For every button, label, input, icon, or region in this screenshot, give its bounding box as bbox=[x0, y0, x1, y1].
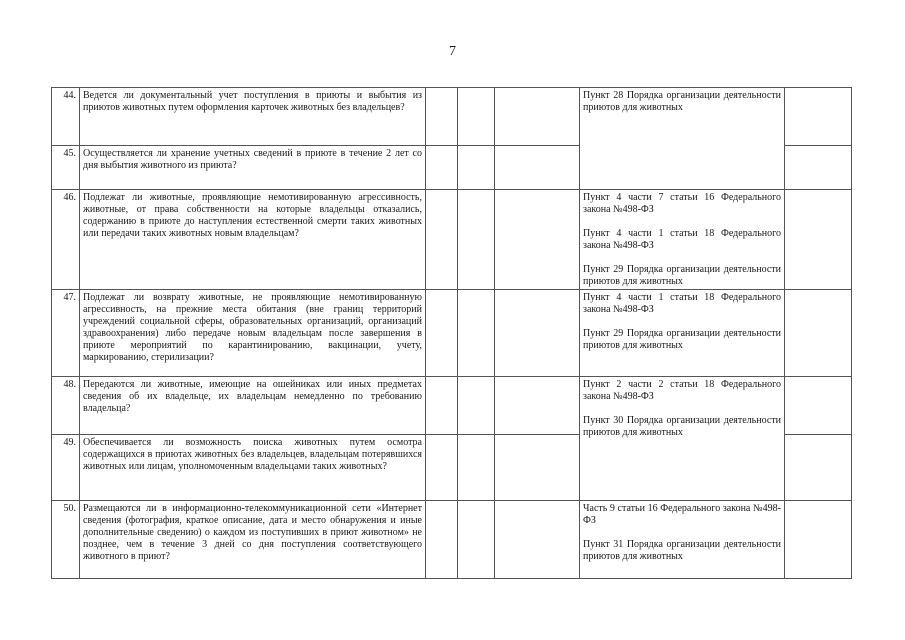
legal-reference bbox=[580, 377, 785, 501]
legal-reference bbox=[580, 88, 785, 190]
answer-no-cell[interactable] bbox=[458, 146, 495, 190]
question-text: Размещаются ли в информационно-телекоммуникационной сети «Интернет сведения (фотография, краткое описание, дата и место обнаружения и иные дополнительные сведению) о каждом из поступивших в приют животном» не позднее, чем в течение 3 дней со дня поступления соответствующего животного в приют? bbox=[80, 501, 426, 579]
question-text: Ведется ли документальный учет поступления в приюты и выбытия из приютов животных путем оформления карточек животных без владельцев? bbox=[80, 88, 426, 146]
reference-line: Пункт 4 части 7 статьи 16 Федерального закона №498-ФЗ bbox=[583, 192, 781, 215]
answer-yes-cell[interactable] bbox=[426, 290, 458, 377]
answer-na-cell[interactable] bbox=[495, 377, 580, 435]
note-cell[interactable] bbox=[785, 290, 852, 377]
row-number: 46. bbox=[52, 190, 80, 290]
note-cell[interactable] bbox=[785, 88, 852, 146]
reference-line: Пункт 29 Порядка организации деятельности приютов для животных bbox=[583, 328, 781, 351]
answer-yes-cell[interactable] bbox=[426, 146, 458, 190]
answer-no-cell[interactable] bbox=[458, 88, 495, 146]
answer-yes-cell[interactable] bbox=[426, 435, 458, 501]
question-text: Подлежат ли возврату животные, не проявляющие немотивированную агрессивность, на прежние места обитания (вне границ территорий учреждений социальной сферы, образовательных организаций, организаций здравоохранения) либо передаче новым владельцам после завершения в приюте мероприятий по карантинированию, вакцинации, учету, маркированию, стерилизации? bbox=[80, 290, 426, 377]
answer-na-cell[interactable] bbox=[495, 435, 580, 501]
question-text: Передаются ли животные, имеющие на ошейниках или иных предметах сведения об их владельце, их владельцам немедленно по требованию владельца? bbox=[80, 377, 426, 435]
row-number: 48. bbox=[52, 377, 80, 435]
legal-reference bbox=[580, 290, 785, 377]
row-number: 45. bbox=[52, 146, 80, 190]
reference-line: Пункт 30 Порядка организации деятельности приютов для животных bbox=[583, 415, 781, 438]
row-number: 47. bbox=[52, 290, 80, 377]
answer-yes-cell[interactable] bbox=[426, 88, 458, 146]
table-row bbox=[52, 290, 852, 377]
answer-no-cell[interactable] bbox=[458, 290, 495, 377]
answer-yes-cell[interactable] bbox=[426, 190, 458, 290]
answer-no-cell[interactable] bbox=[458, 377, 495, 435]
page-number: 7 bbox=[449, 44, 456, 59]
reference-line: Пункт 4 части 1 статьи 18 Федерального закона №498-ФЗ bbox=[583, 292, 781, 315]
answer-na-cell[interactable] bbox=[495, 88, 580, 146]
reference-line: Пункт 4 части 1 статьи 18 Федерального закона №498-ФЗ bbox=[583, 228, 781, 251]
answer-no-cell[interactable] bbox=[458, 190, 495, 290]
answer-no-cell[interactable] bbox=[458, 501, 495, 579]
note-cell[interactable] bbox=[785, 146, 852, 190]
row-number: 44. bbox=[52, 88, 80, 146]
note-cell[interactable] bbox=[785, 190, 852, 290]
answer-na-cell[interactable] bbox=[495, 146, 580, 190]
note-cell[interactable] bbox=[785, 501, 852, 579]
table-row bbox=[52, 88, 852, 146]
reference-line: Пункт 31 Порядка организации деятельности приютов для животных bbox=[583, 539, 781, 562]
checklist-table bbox=[51, 87, 852, 579]
question-text: Подлежат ли животные, проявляющие немотивированную агрессивность, животные, от права собственности на которые владельцы отказались, содержанию в приюте до наступления естественной смерти таких животных или передачи таких животных новым владельцам? bbox=[80, 190, 426, 290]
table-row bbox=[52, 377, 852, 435]
reference-line: Пункт 2 части 2 статьи 18 Федерального закона №498-ФЗ bbox=[583, 379, 781, 402]
table-row bbox=[52, 190, 852, 290]
answer-yes-cell[interactable] bbox=[426, 377, 458, 435]
answer-yes-cell[interactable] bbox=[426, 501, 458, 579]
row-number: 49. bbox=[52, 435, 80, 501]
question-text: Обеспечивается ли возможность поиска животных путем осмотра содержащихся в приютах животных без владельцев, владельцам потерявшихся животных или лицам, уполномоченным владельцами таких животных? bbox=[80, 435, 426, 501]
legal-reference bbox=[580, 190, 785, 290]
reference-line: Пункт 29 Порядка организации деятельности приютов для животных bbox=[583, 264, 781, 287]
legal-reference bbox=[580, 501, 785, 579]
answer-no-cell[interactable] bbox=[458, 435, 495, 501]
note-cell[interactable] bbox=[785, 435, 852, 501]
reference-line: Часть 9 статьи 16 Федерального закона №498-ФЗ bbox=[583, 503, 781, 526]
answer-na-cell[interactable] bbox=[495, 190, 580, 290]
reference-line: Пункт 28 Порядка организации деятельности приютов для животных bbox=[583, 90, 781, 113]
table-row bbox=[52, 501, 852, 579]
row-number: 50. bbox=[52, 501, 80, 579]
note-cell[interactable] bbox=[785, 377, 852, 435]
answer-na-cell[interactable] bbox=[495, 290, 580, 377]
question-text: Осуществляется ли хранение учетных сведений в приюте в течение 2 лет со дня выбытия животного из приюта? bbox=[80, 146, 426, 190]
answer-na-cell[interactable] bbox=[495, 501, 580, 579]
